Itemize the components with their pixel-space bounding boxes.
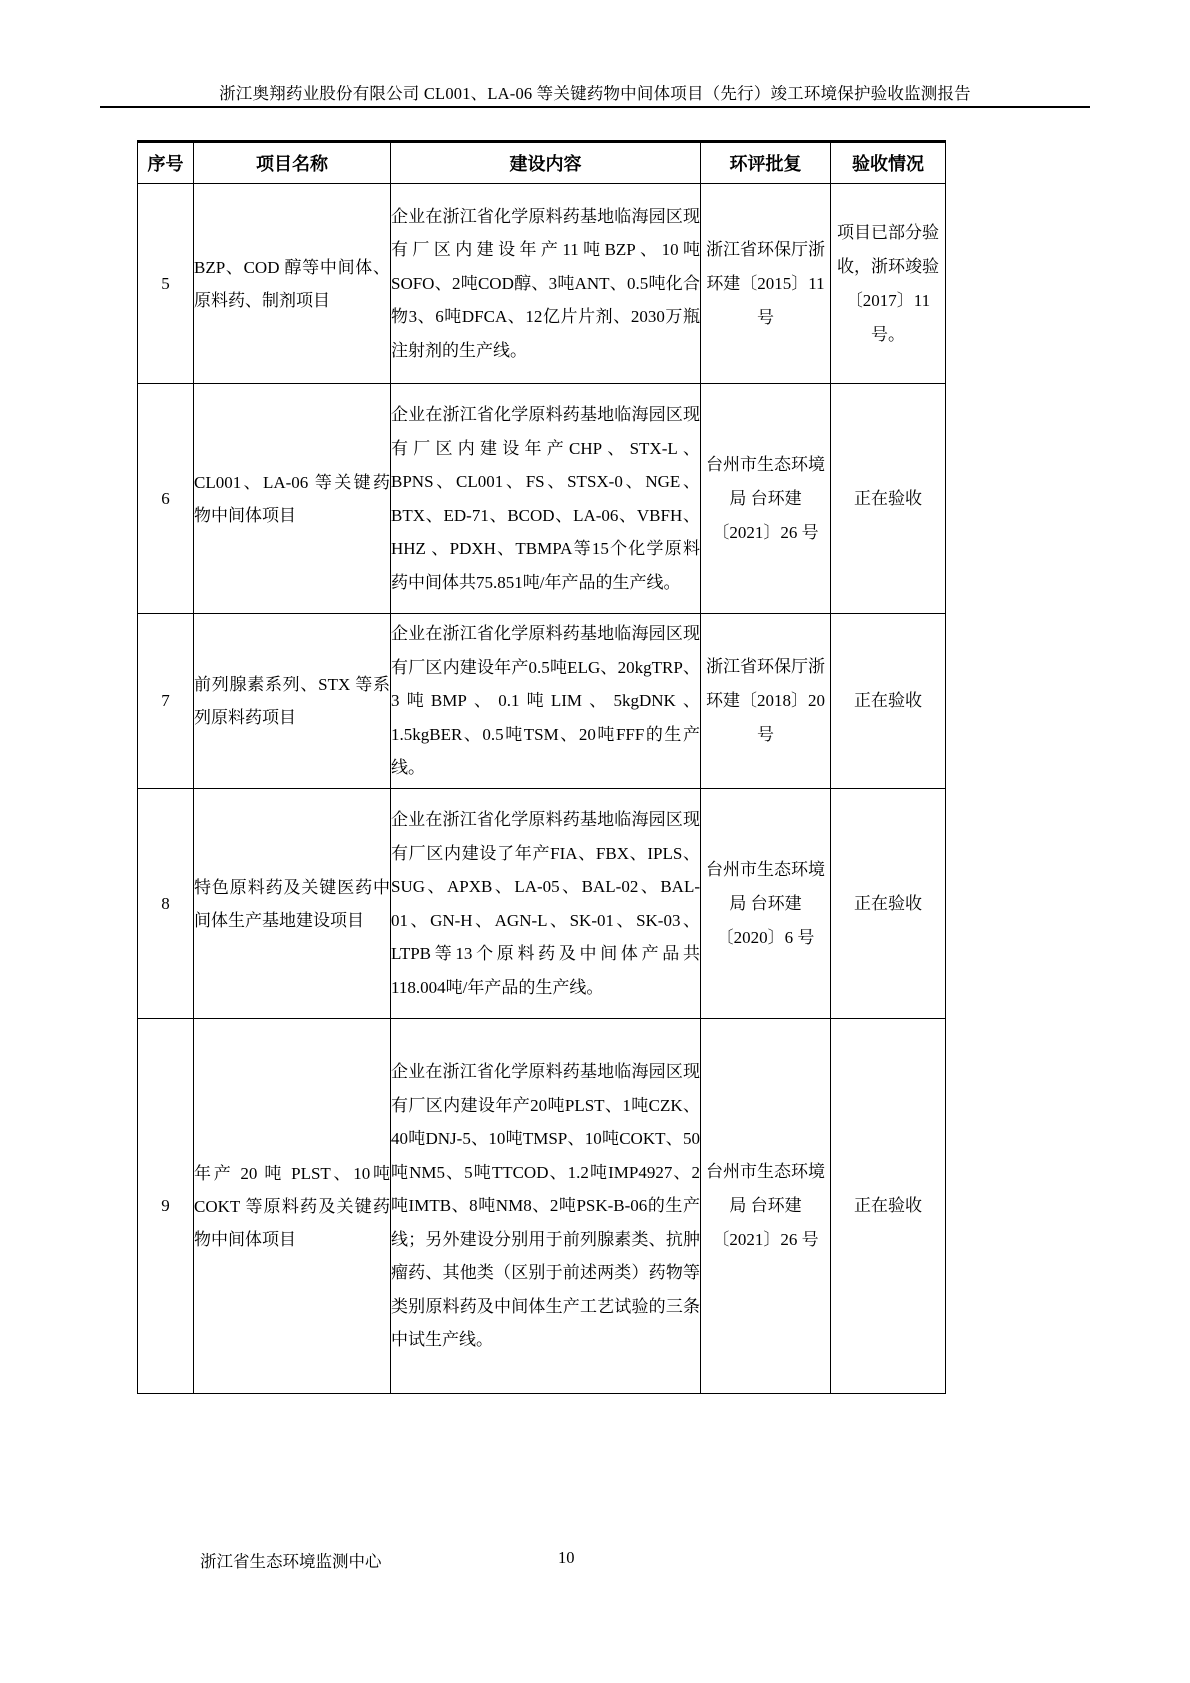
column-header-acceptance-status: 验收情况 — [831, 142, 946, 184]
construction-content-cell: 企业在浙江省化学原料药基地临海园区现有厂区内建设年产11吨BZP、10吨SOFO、2吨COD醇、3吨ANT、0.5吨化合物3、6吨DFCA、12亿片片剂、2030万瓶注射剂的生产线。 — [391, 184, 701, 384]
seq-cell: 8 — [138, 789, 194, 1019]
eia-approval-cell: 台州市生态环境局 台环建〔2021〕26 号 — [701, 384, 831, 614]
seq-cell: 6 — [138, 384, 194, 614]
eia-approval-cell: 台州市生态环境局 台环建〔2020〕6 号 — [701, 789, 831, 1019]
header-divider-line — [100, 106, 1090, 108]
project-name-cell: CL001、LA-06 等关键药物中间体项目 — [194, 384, 391, 614]
seq-cell: 9 — [138, 1019, 194, 1394]
table-header-row — [138, 142, 946, 184]
seq-cell: 7 — [138, 614, 194, 789]
column-header-seq: 序号 — [138, 142, 194, 184]
table-row — [138, 184, 946, 384]
construction-content-cell: 企业在浙江省化学原料药基地临海园区现有厂区内建设了年产FIA、FBX、IPLS、SUG、APXB、LA-05、BAL-02、BAL-01、GN-H、AGN-L、SK-01、SK-03、LTPB等13个原料药及中间体产品共118.004吨/年产品的生产线。 — [391, 789, 701, 1019]
table-row — [138, 789, 946, 1019]
column-header-construction-content: 建设内容 — [391, 142, 701, 184]
seq-cell: 5 — [138, 184, 194, 384]
column-header-project-name: 项目名称 — [194, 142, 391, 184]
footer-page-number: 10 — [558, 1548, 575, 1567]
eia-approval-cell: 浙江省环保厅浙环建〔2018〕20 号 — [701, 614, 831, 789]
table-row — [138, 1019, 946, 1394]
acceptance-status-cell: 项目已部分验收，浙环竣验〔2017〕11 号。 — [831, 184, 946, 384]
acceptance-status-cell: 正在验收 — [831, 384, 946, 614]
eia-approval-cell: 台州市生态环境局 台环建〔2021〕26 号 — [701, 1019, 831, 1394]
project-name-cell: 特色原料药及关键医药中间体生产基地建设项目 — [194, 789, 391, 1019]
document-header-title: 浙江奥翔药业股份有限公司 CL001、LA-06 等关键药物中间体项目（先行）竣工环境保护验收监测报告 — [219, 84, 971, 103]
column-header-eia-approval: 环评批复 — [701, 142, 831, 184]
acceptance-status-cell: 正在验收 — [831, 1019, 946, 1394]
construction-content-cell: 企业在浙江省化学原料药基地临海园区现有厂区内建设年产0.5吨ELG、20kgTRP、3吨BMP、0.1吨LIM、5kgDNK、1.5kgBER、0.5吨TSM、20吨FFF的生产线。 — [391, 614, 701, 789]
construction-content-cell: 企业在浙江省化学原料药基地临海园区现有厂区内建设年产20吨PLST、1吨CZK、40吨DNJ-5、10吨TMSP、10吨COKT、50吨NM5、5吨TTCOD、1.2吨IMP4927、2吨IMTB、8吨NM8、2吨PSK-B-06的生产线；另外建设分别用于前列腺素类、抗肿瘤药、其他类（区别于前述两类）药物等类别原料药及中间体生产工艺试验的三条中试生产线。 — [391, 1019, 701, 1394]
eia-approval-cell: 浙江省环保厅浙环建〔2015〕11 号 — [701, 184, 831, 384]
construction-content-cell: 企业在浙江省化学原料药基地临海园区现有厂区内建设年产CHP、STX-L、BPNS、CL001、FS、STSX-0、NGE、BTX、ED-71、BCOD、LA-06、VBFH、HHZ 、PDXH、TBMPA等15个化学原料药中间体共75.851吨/年产品的生产线。 — [391, 384, 701, 614]
table-row — [138, 384, 946, 614]
footer-organization: 浙江省生态环境监测中心 — [200, 1552, 382, 1571]
acceptance-status-cell: 正在验收 — [831, 614, 946, 789]
projects-table — [137, 140, 946, 1394]
project-name-cell: 年产 20 吨 PLST、10吨 COKT 等原料药及关键药物中间体项目 — [194, 1019, 391, 1394]
project-name-cell: 前列腺素系列、STX 等系列原料药项目 — [194, 614, 391, 789]
table-row — [138, 614, 946, 789]
project-name-cell: BZP、COD 醇等中间体、原料药、制剂项目 — [194, 184, 391, 384]
acceptance-status-cell: 正在验收 — [831, 789, 946, 1019]
